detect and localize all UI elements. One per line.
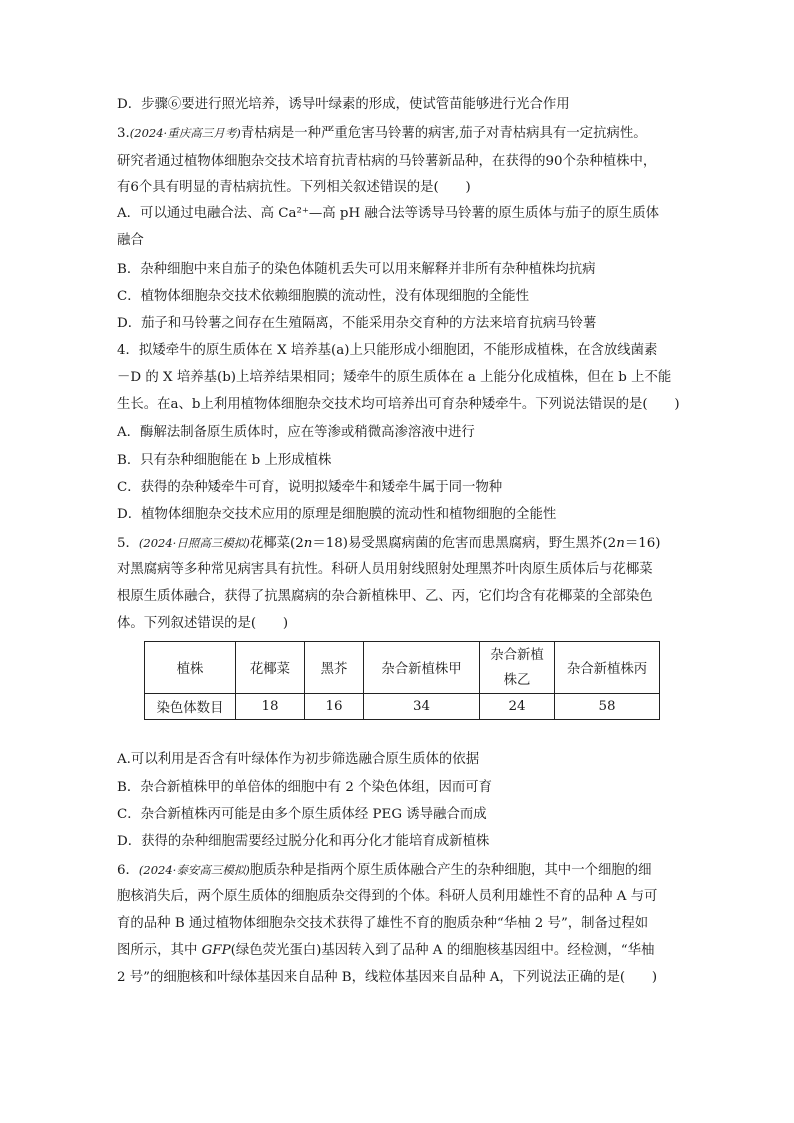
q3-option-d: D．茄子和马铃薯之间存在生殖隔离，不能采用杂交育种的方法来培育抗病马铃薯 bbox=[117, 316, 597, 331]
q5-option-b: B．杂合新植株甲的单倍体的细胞中有 2 个染色体组，因而可育 bbox=[117, 780, 493, 795]
q3-stem-line-3: 有6个具有明显的青枯病抗性。下列相关叙述错误的是( ) bbox=[117, 180, 471, 195]
q6-stem-line-5: 2 号”的细胞核和叶绿体基因来自品种 B，线粒体基因来自品种 A，下列说法正确的是( ) bbox=[117, 970, 658, 985]
q4-option-d: D．植物体细胞杂交技术应用的原理是细胞膜的流动性和植物细胞的全能性 bbox=[117, 507, 557, 522]
table-header-cell: 杂合新植株甲 bbox=[364, 642, 480, 694]
q3-number: 3. bbox=[117, 126, 130, 141]
q2-option-d: D．步骤⑥要进行照光培养，诱导叶绿素的形成，使试管苗能够进行光合作用 bbox=[117, 97, 570, 112]
q6-stem-text: 胞质杂种是指两个原生质体融合产生的杂种细胞，其中一个细胞的细 bbox=[249, 863, 652, 878]
q6-stem-line-1 bbox=[117, 861, 652, 880]
q5-stem-line-3: 根原生质体融合，获得了抗黑腐病的杂合新植株甲、乙、丙，它们均含有花椰菜的全部染色 bbox=[117, 589, 653, 604]
q4-option-a: A．酶解法制备原生质体时，应在等渗或稍微高渗溶液中进行 bbox=[117, 425, 475, 440]
q6-stem-line-3: 育的品种 B 通过植物体细胞杂交技术获得了雄性不育的胞质杂种“华柚 2 号”，制备过程如 bbox=[117, 916, 649, 931]
chromosome-table bbox=[144, 641, 660, 720]
q6-stem-text-b: (绿色荧光蛋白)基因转入到了品种 A 的细胞核基因组中。经检测，“华柚 bbox=[230, 943, 655, 958]
q4-option-b: B．只有杂种细胞能在 b 上形成植株 bbox=[117, 453, 332, 468]
q6-number: 6． bbox=[117, 863, 139, 878]
q6-source: (2024·泰安高三模拟) bbox=[138, 863, 250, 877]
q5-stem-text-c: ＝16) bbox=[624, 536, 661, 551]
table-header-cell-text: 杂合新植 株乙 bbox=[490, 647, 544, 688]
q3-option-a-cont: 融合 bbox=[117, 233, 144, 248]
table-cell: 24 bbox=[480, 694, 555, 720]
q5-stem-text-b: ＝18)易受黑腐病菌的危害而患黑腐病，野生黑芥(2 bbox=[312, 536, 617, 551]
q3-option-c: C．植物体细胞杂交技术依赖细胞膜的流动性，没有体现细胞的全能性 bbox=[117, 289, 529, 304]
table-cell: 16 bbox=[305, 694, 364, 720]
q5-ploidy-n-2: n bbox=[616, 536, 625, 551]
q5-ploidy-n: n bbox=[303, 536, 313, 551]
table-header-row bbox=[145, 642, 660, 694]
table-row bbox=[145, 694, 660, 720]
q5-stem-line-2: 对黑腐病等多种常见病害具有抗性。科研人员用射线照射处理黑芥叶肉原生质体后与花椰菜 bbox=[117, 562, 653, 577]
table-cell: 58 bbox=[555, 694, 660, 720]
q5-source: (2024·日照高三模拟) bbox=[138, 536, 250, 550]
q5-number: 5． bbox=[117, 536, 139, 551]
table-cell: 18 bbox=[236, 694, 305, 720]
q5-option-c: C．杂合新植株丙可能是由多个原生质体经 PEG 诱导融合而成 bbox=[117, 807, 487, 822]
q6-stem-line-4 bbox=[117, 942, 654, 960]
q3-stem-text: 青枯病是一种严重危害马铃薯的病害,茄子对青枯病具有一定抗病性。 bbox=[240, 126, 647, 141]
q4-stem-line-1: 4．拟矮牵牛的原生质体在 X 培养基(a)上只能形成小细胞团，不能形成植株，在含放线菌素 bbox=[117, 343, 658, 358]
q3-option-b: B．杂种细胞中来自茄子的染色体随机丢失可以用来解释并非所有杂种植株均抗病 bbox=[117, 262, 596, 277]
q4-option-c: C．获得的杂种矮牵牛可育，说明拟矮牵牛和矮牵牛属于同一物种 bbox=[117, 480, 503, 495]
q5-option-d: D．获得的杂种细胞需要经过脱分化和再分化才能培育成新植株 bbox=[117, 834, 490, 849]
q4-stem-line-2: －D 的 X 培养基(b)上培养结果相同；矮牵牛的原生质体在 a 上能分化成植株，但在 b 上不能 bbox=[117, 370, 672, 385]
q5-stem-line-4: 体。下列叙述错误的是( ) bbox=[117, 616, 289, 631]
q3-option-a: A．可以通过电融合法、高 Ca²⁺—高 pH 融合法等诱导马铃薯的原生质体与茄子的原生质体 bbox=[117, 206, 660, 221]
table-cell: 染色体数目 bbox=[145, 694, 236, 720]
q5-stem-line-1 bbox=[117, 534, 660, 553]
table-header-cell bbox=[480, 642, 555, 694]
table-header-cell: 黑芥 bbox=[305, 642, 364, 694]
table-header-cell: 植株 bbox=[145, 642, 236, 694]
q6-gene-gfp: GFP bbox=[201, 943, 231, 958]
q6-stem-line-2: 胞核消失后，两个原生质体的细胞质杂交得到的个体。科研人员利用雄性不育的品种 A 与可 bbox=[117, 889, 658, 904]
q5-stem-text-a: 花椰菜(2 bbox=[249, 536, 304, 551]
q6-stem-text-a: 图所示，其中 bbox=[117, 943, 202, 958]
q4-stem-line-3: 生长。在a、b上利用植物体细胞杂交技术均可培养出可育杂种矮牵牛。下列说法错误的是( ) bbox=[117, 397, 680, 412]
q3-stem-line-1 bbox=[117, 124, 647, 143]
q5-option-a: A.可以利用是否含有叶绿体作为初步筛选融合原生质体的依据 bbox=[117, 752, 480, 767]
q3-stem-line-2: 研究者通过植物体细胞杂交技术培育抗青枯病的马铃薯新品种，在获得的90个杂种植株中， bbox=[117, 154, 657, 169]
table-header-cell: 杂合新植株丙 bbox=[555, 642, 660, 694]
table-header-cell: 花椰菜 bbox=[236, 642, 305, 694]
q3-source: (2024·重庆高三月考) bbox=[129, 126, 241, 140]
table-cell: 34 bbox=[364, 694, 480, 720]
